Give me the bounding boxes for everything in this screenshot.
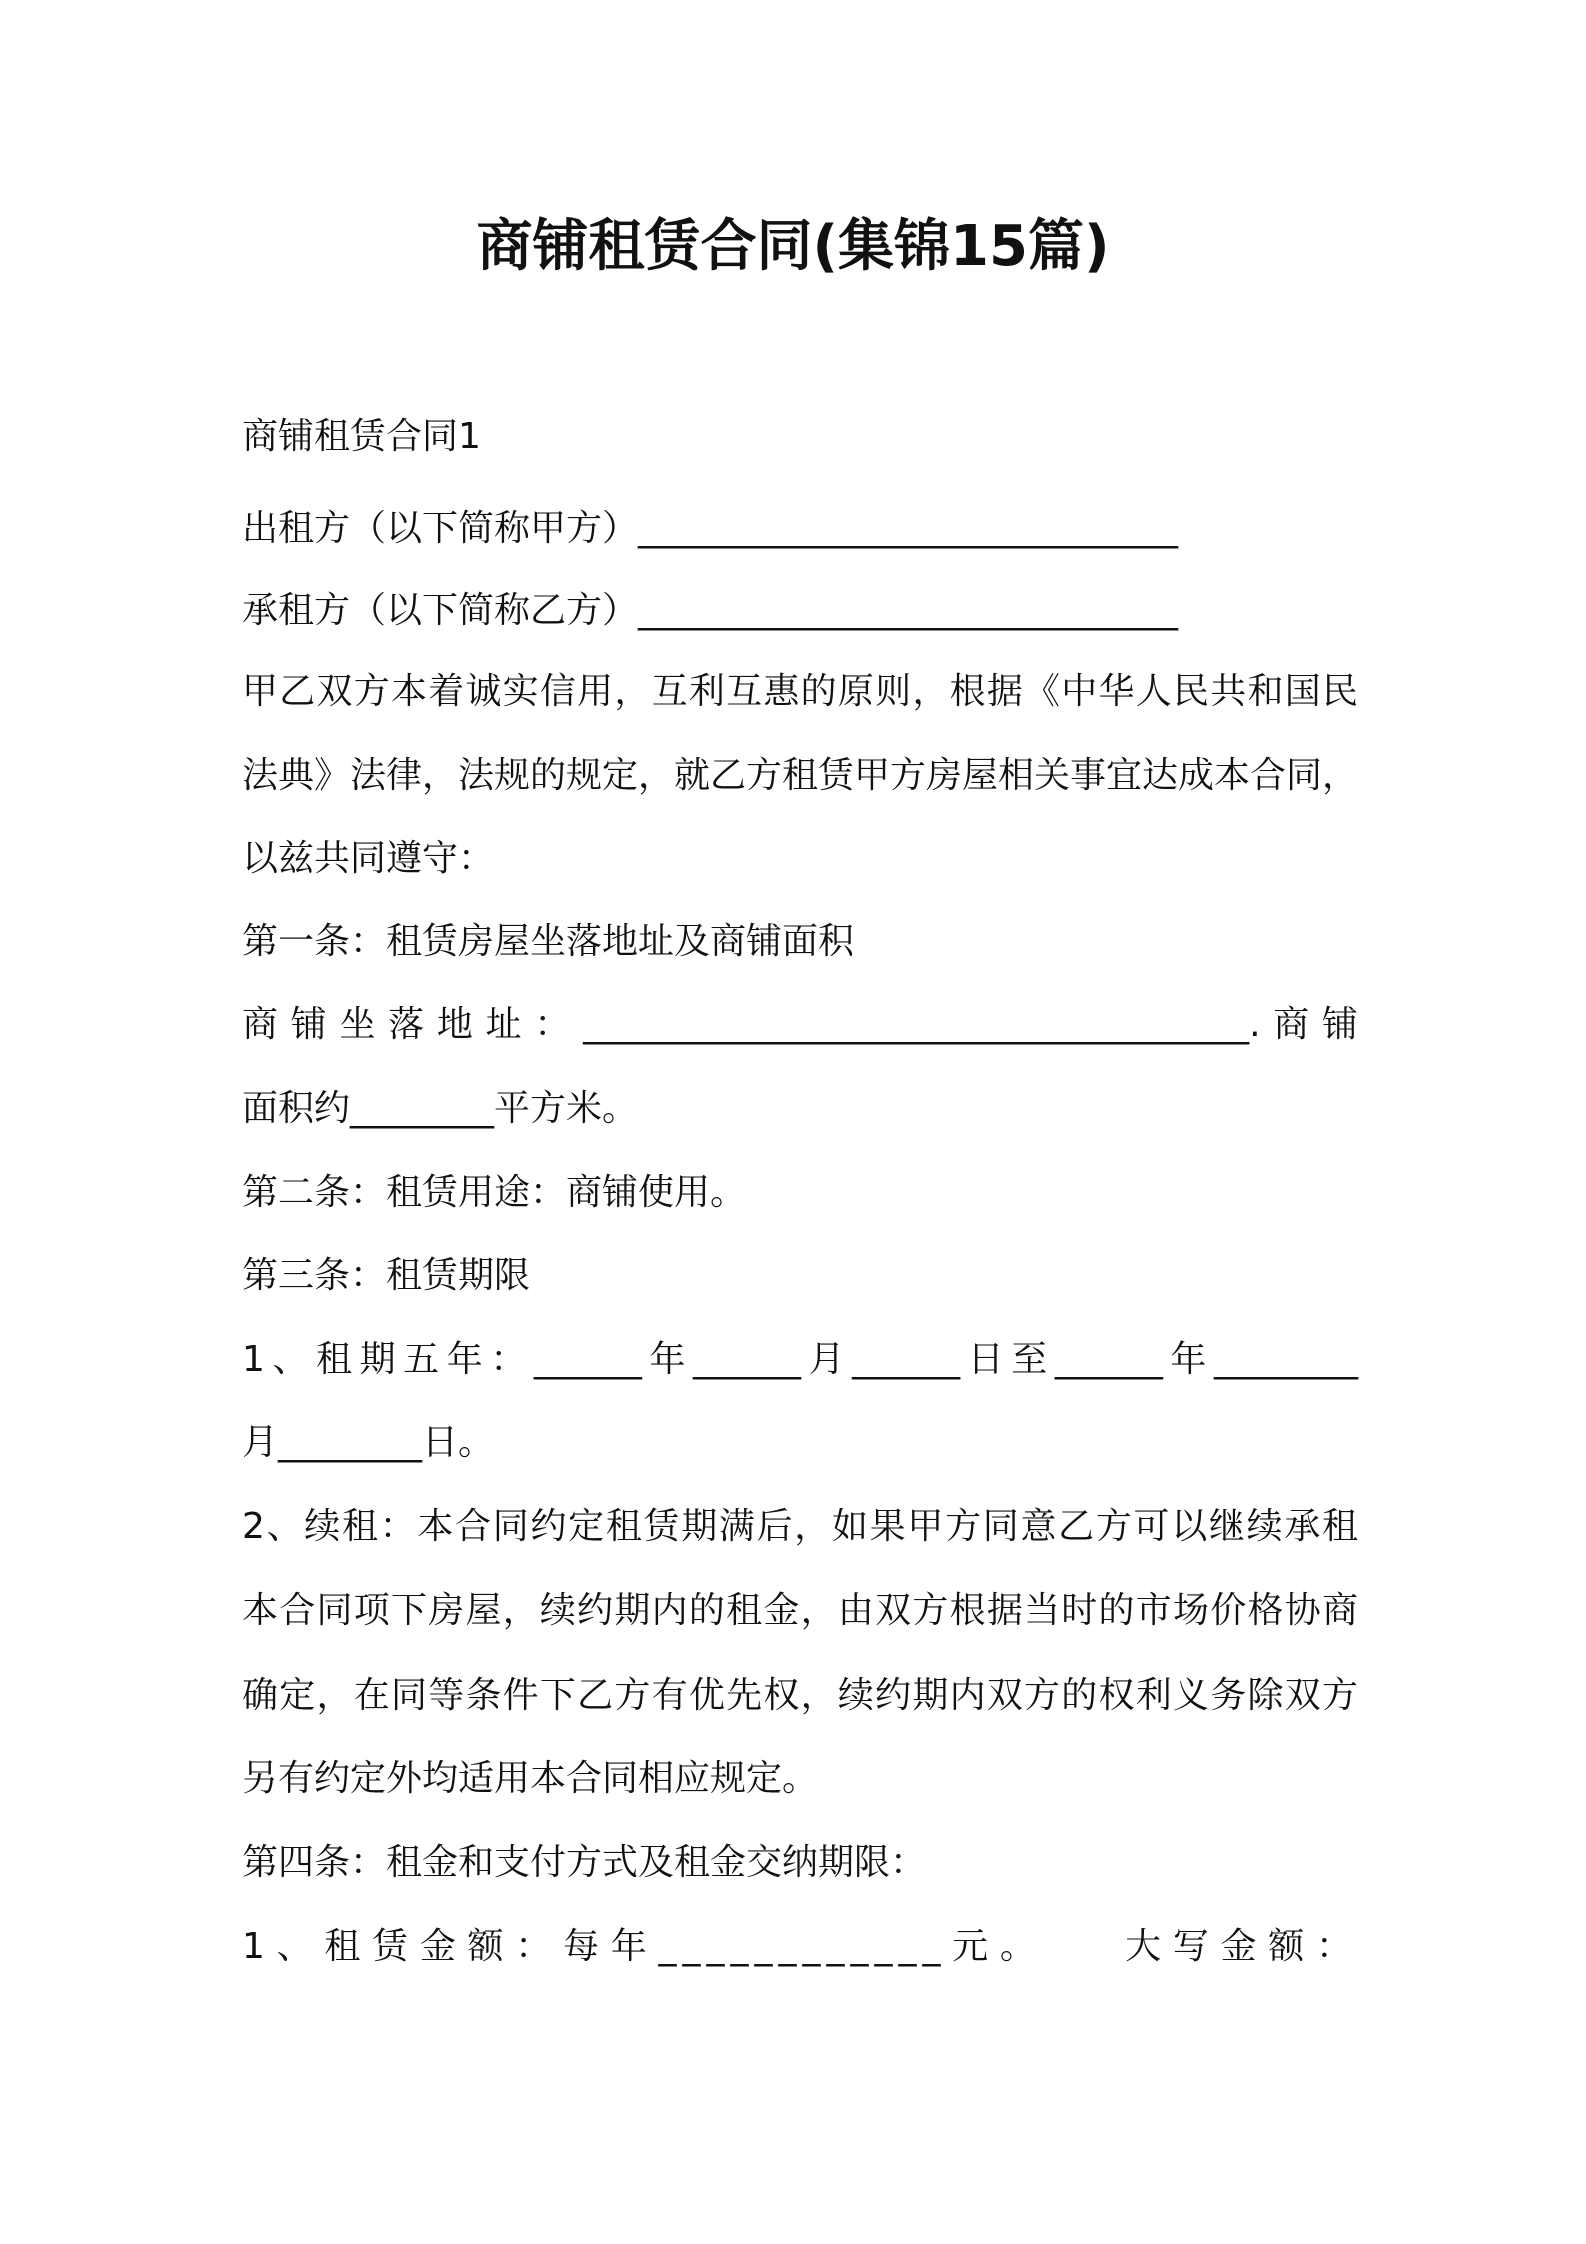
document-title: 商铺租赁合同(集锦15篇) <box>476 214 1110 279</box>
paragraph-line: 甲乙双方本着诚实信用，互利互惠的原则，根据《中华人民共和国民 <box>242 671 1358 712</box>
rent-amount-line: 1、租赁金额：每年____________元。 大写金额： <box>242 1926 1358 1967</box>
article-3-heading: 第三条：租赁期限 <box>242 1255 531 1296</box>
renewal-line: 另有约定外均适用本合同相应规定。 <box>242 1758 819 1799</box>
term-line-end: 月________日。 <box>242 1422 495 1463</box>
article-2-heading: 第二条：租赁用途：商铺使用。 <box>242 1172 747 1213</box>
renewal-line: 2、续租：本合同约定租赁期满后，如果甲方同意乙方可以继续承租 <box>242 1506 1358 1547</box>
article-4-heading: 第四条：租金和支付方式及租金交纳期限： <box>242 1842 927 1883</box>
section-heading: 商铺租赁合同1 <box>242 416 481 457</box>
renewal-line: 本合同项下房屋，续约期内的租金，由双方根据当时的市场价格协商 <box>242 1590 1358 1631</box>
lessor-line: 出租方（以下简称甲方）______________________________ <box>242 508 1179 549</box>
term-line: 1、租期五年：______年______月______日至______年________ <box>242 1339 1358 1380</box>
paragraph-line: 法典》法律，法规的规定，就乙方租赁甲方房屋相关事宜达成本合同， <box>242 755 1359 796</box>
area-line: 面积约________平方米。 <box>242 1088 639 1129</box>
article-1-heading: 第一条：租赁房屋坐落地址及商铺面积 <box>242 921 855 962</box>
lessee-line: 承租方（以下简称乙方）______________________________ <box>242 590 1179 631</box>
address-line: 商铺坐落地址：_____________________________________.商铺 <box>242 1004 1358 1045</box>
paragraph-line: 以兹共同遵守： <box>242 838 495 879</box>
renewal-line: 确定，在同等条件下乙方有优先权，续约期内双方的权利义务除双方 <box>242 1675 1358 1716</box>
